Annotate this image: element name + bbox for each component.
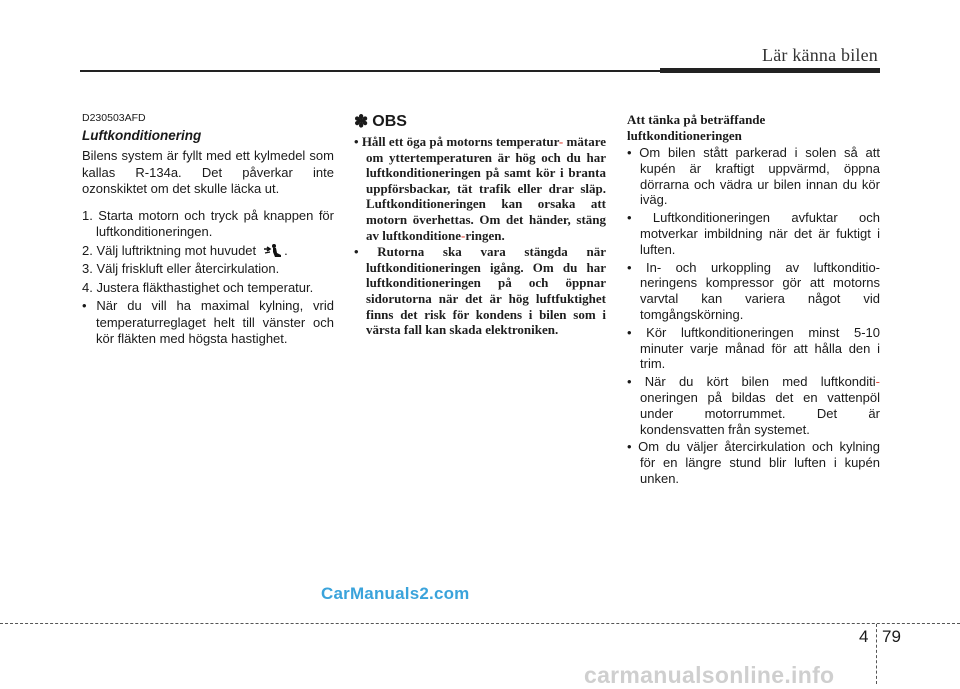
obs-text: mätare om yttertemperaturen är hög och du har luftkonditioneringen på samt kör i branta uppförsbackar, tät trafik eller drar släp. Luftkonditioneringen kan orsaka att motorn överhettas. Om det händer, stäng av luftkonditione [366,134,607,243]
footer-watermark: carmanualsonline.info [584,662,835,688]
obs-item: • Rutorna ska vara stängda när luftkonditioneringen igång. Om du har luftkonditioneringen på och öppnar sidorutorna när det är hög luftfuktighet finns det risk för kondens i bilen som i värsta fall kan skada elektroniken. [354,244,606,338]
step-suffix: . [284,242,288,258]
page-header-title: Lär känna bilen [762,45,878,65]
section-code: D230503AFD [82,112,146,124]
intro-paragraph: Bilens system är fyllt med ett kylmedel som kallas R-134a. Det påverkar inte ozonskiktet om det skulle läcka ut. [82,148,334,196]
tip-item: • Om du väljer återcirkulation och kylning för en längre stund blir luften i kupén unken. [627,439,880,486]
obs-title: OBS [372,113,407,130]
obs-text: • Håll ett öga på motorns temperatur [354,134,559,149]
tip-text: • När du kört bilen med luftkonditi [627,374,876,390]
tip-item: • In- och urkoppling av luftkonditio-neringens kompressor gör att motorns varvtal kan variera något vid tomgångskörning. [627,259,880,322]
site-watermark-link[interactable]: CarManuals2.com [321,584,470,603]
tip-item: • Luftkonditioneringen avfuktar och motverkar imbildning när det är fuktigt i luften. [627,210,880,257]
step-item: 4. Justera fläkthastighet och temperatur. [82,279,314,295]
face-vent-icon [262,243,284,257]
section-subhead: Luftkonditionering [82,128,202,143]
obs-text: ringen. [465,227,505,243]
tip-item: • Kör luftkonditioneringen minst 5-10 minuter varje månad för att hålla den i trim. [627,324,880,372]
obs-list [354,134,606,338]
footer-page-divider [876,624,877,684]
hyphen-mark: - [461,227,466,243]
header-rule-accent [660,68,880,73]
column-air-conditioning [82,112,334,350]
hyphen-mark: - [875,374,880,390]
column-obs [354,112,606,339]
step-item: 3. Välj friskluft eller återcirkulation. [82,261,280,276]
obs-item [354,134,606,243]
step-item [82,243,334,260]
step-item: • När du vill ha maximal kylning, vrid temperaturreglaget helt till vänster och kör fläkten med högsta hastighet. [82,298,334,346]
tips-title: Att tänka på beträffande luftkonditioneringen [627,112,766,143]
tips-list [627,145,880,487]
step-text: 2. Välj luftriktning mot huvudet [82,242,257,258]
tip-item [627,374,880,437]
section-number: 4 [859,627,869,646]
tip-item: • Om bilen stått parkerad i solen så att kupén är kraftigt uppvärmd, öppna dörrarna och vädra ur bilen innan du kör iväg. [627,145,880,208]
column-tips [627,112,880,489]
note-star-icon: ✽ [354,112,369,131]
footer-dashed-rule [0,623,960,624]
step-item: 1. Starta motorn och tryck på knappen för luftkonditioneringen. [82,207,334,239]
obs-heading [354,112,606,132]
page-number: 79 [882,627,901,646]
tip-text: oneringen på bildas det en vattenpöl under motorrummet. Det är kondensvatten från systemet. [640,389,880,437]
hyphen-mark: - [558,134,564,149]
steps-list [82,208,334,348]
